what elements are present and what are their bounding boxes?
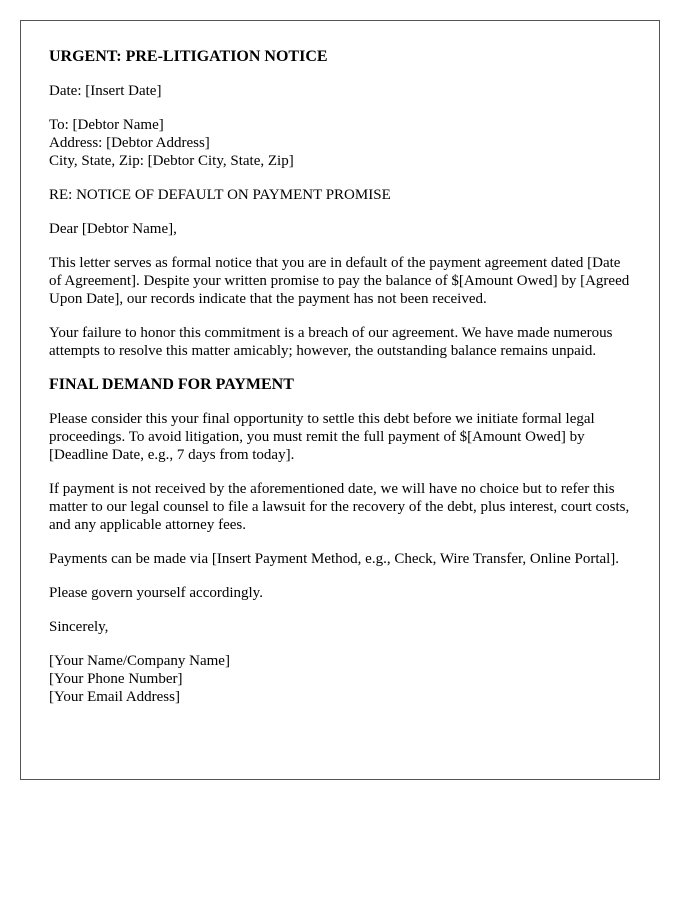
recipient-address: Address: [Debtor Address] — [49, 135, 210, 151]
letter-title: URGENT: PRE-LITIGATION NOTICE — [49, 48, 328, 65]
recipient-city-state-zip: City, State, Zip: [Debtor City, State, Zip] — [49, 153, 294, 169]
re-line: RE: NOTICE OF DEFAULT ON PAYMENT PROMISE — [49, 187, 391, 203]
date-line: Date: [Insert Date] — [49, 83, 162, 99]
paragraph-final-opportunity: Please consider this your final opportunity to settle this debt before we initiate formal legal proceedings. To avoid litigation, you must remit the full payment of $[Amount Owed] by [Deadline Date, e.g., 7 days from today]. — [49, 411, 595, 463]
recipient-name: To: [Debtor Name] — [49, 117, 164, 133]
section-heading: FINAL DEMAND FOR PAYMENT — [49, 376, 294, 393]
signature-name: [Your Name/Company Name] — [49, 653, 230, 669]
paragraph-legal-action: If payment is not received by the aforementioned date, we will have no choice but to refer this matter to our legal counsel to file a lawsuit for the recovery of the debt, plus interest, court costs, and any applicable attorney fees. — [49, 481, 630, 533]
salutation: Dear [Debtor Name], — [49, 221, 177, 237]
paragraph-payment-methods: Payments can be made via [Insert Payment Method, e.g., Check, Wire Transfer, Online Portal]. — [49, 551, 620, 567]
recipient-block — [49, 116, 631, 170]
signature-phone: [Your Phone Number] — [49, 671, 183, 687]
paragraph-breach: Your failure to honor this commitment is a breach of our agreement. We have made numerous attempts to resolve this matter amicably; however, the outstanding balance remains unpaid. — [49, 325, 613, 359]
letter-document — [20, 20, 660, 780]
closing: Sincerely, — [49, 619, 109, 635]
signature-email: [Your Email Address] — [49, 689, 180, 705]
paragraph-default-notice: This letter serves as formal notice that you are in default of the payment agreement dated [Date of Agreement]. Despite your written promise to pay the balance of $[Amount Owed] by [Agreed Upon Date], our records indicate that the payment has not been received. — [49, 255, 630, 307]
signature-block — [49, 652, 631, 706]
paragraph-govern: Please govern yourself accordingly. — [49, 585, 263, 601]
